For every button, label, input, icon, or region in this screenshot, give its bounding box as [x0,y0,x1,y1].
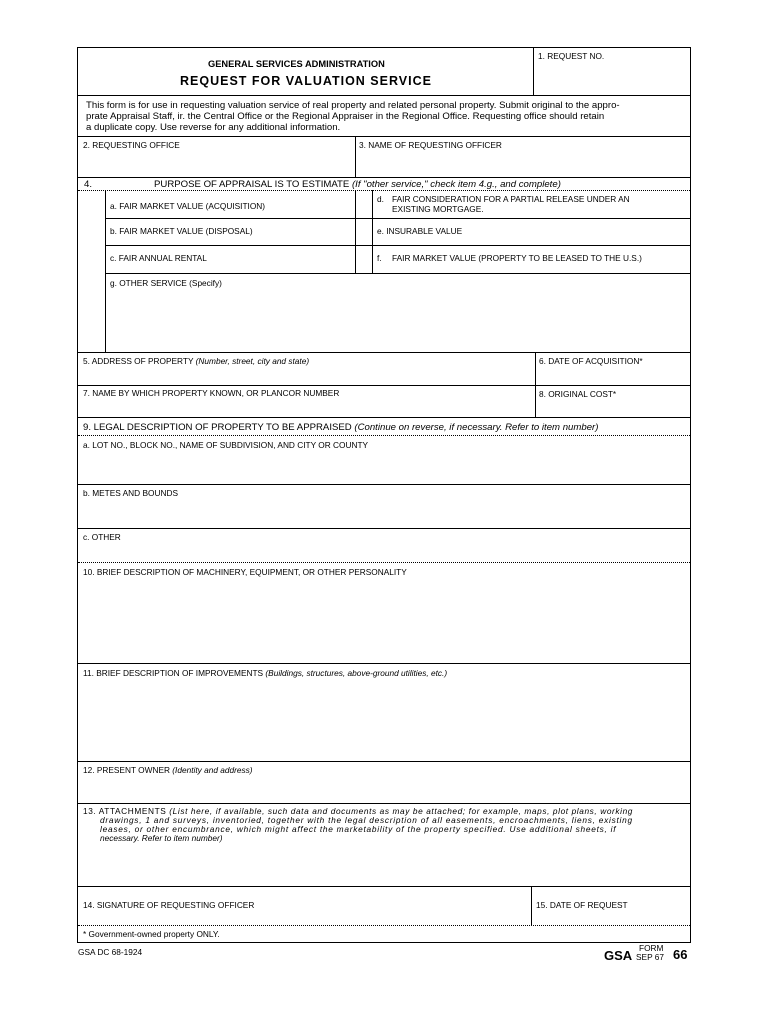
legal-lot-block-field[interactable] [78,436,690,484]
option-d-line2: EXISTING MORTGAGE. [392,204,484,214]
present-owner-field[interactable] [78,762,690,803]
option-f-label: FAIR MARKET VALUE (PROPERTY TO BE LEASED TO THE U.S.) [392,253,642,263]
legal-title-text: 9. LEGAL DESCRIPTION OF PROPERTY TO BE APPRAISED [83,422,352,433]
option-b-label: b. FAIR MARKET VALUE (DISPOSAL) [110,226,253,236]
improvements-description-field[interactable] [78,664,690,761]
original-cost-label: 8. ORIGINAL COST* [539,389,617,399]
option-d-line1: FAIR CONSIDERATION FOR A PARTIAL RELEASE UNDER AN [392,194,630,204]
instruction-line: This form is for use in requesting valuation service of real property and related personal property. Submit original to the appro- [86,100,620,111]
option-a-fair-market-acquisition[interactable] [106,191,355,218]
form-code: GSA DC 68-1924 [78,947,143,957]
attachments-note-2: drawings, 1 and surveys, inventoried, together with the legal description of all easements, encroachments, liens, existing [100,815,633,825]
requesting-officer-label: 3. NAME OF REQUESTING OFFICER [359,140,502,150]
date-of-request-label: 15. DATE OF REQUEST [536,900,628,910]
option-d-letter: d. [377,194,384,204]
form-number: 66 [673,947,688,962]
owner-label-text: 12. PRESENT OWNER [83,765,170,775]
purpose-number: 4. [84,179,93,190]
improvements-note: (Buildings, structures, above-ground utilities, etc.) [265,668,448,678]
instruction-line: prate Appraisal Staff, ir. the Central Office or the Regional Appraiser in the Regional Office. Requesting office should retain [86,111,605,122]
purpose-title-text: PURPOSE OF APPRAISAL IS TO ESTIMATE [154,179,350,190]
requesting-office-label: 2. REQUESTING OFFICE [83,140,180,150]
property-name-field[interactable] [78,386,535,417]
option-g-other-service[interactable] [106,274,690,352]
property-address-label [83,356,309,366]
property-name-label: 7. NAME BY WHICH PROPERTY KNOWN, OR PLANCOR NUMBER [83,388,340,398]
attachments-note-1: (List here, if available, such data and documents as may be attached; for example, maps, plot plans, working [169,806,634,816]
option-g-label: g. OTHER SERVICE (Specify) [110,278,222,288]
legal-metes-bounds-field[interactable] [78,485,690,528]
legal-c-label: c. OTHER [83,532,121,542]
form-title: REQUEST FOR VALUATION SERVICE [180,74,432,88]
option-f-letter: f. [377,253,382,263]
property-address-field[interactable] [78,353,535,385]
present-owner-label [83,765,253,775]
date-of-acquisition-field[interactable] [536,353,690,385]
legal-description-title [83,422,598,434]
form-word: FORM [639,943,664,953]
form-date: SEP 67 [636,952,664,962]
valuation-request-form [77,47,691,943]
option-a-label: a. FAIR MARKET VALUE (ACQUISITION) [110,201,266,211]
option-c-label: c. FAIR ANNUAL RENTAL [110,253,207,263]
government-owned-note: * Government-owned property ONLY. [83,929,220,939]
legal-note: (Continue on reverse, if necessary. Refer to item number) [354,422,599,433]
address-note: (Number, street, city and state) [195,356,310,366]
address-label-text: 5. ADDRESS OF PROPERTY [83,356,194,366]
requesting-officer-field[interactable] [356,137,690,177]
legal-b-label: b. METES AND BOUNDS [83,488,178,498]
machinery-label: 10. BRIEF DESCRIPTION OF MACHINERY, EQUIPMENT, OR OTHER PERSONALITY [83,567,407,577]
attachments-field[interactable] [78,804,690,886]
purpose-note: (If "other service," check item 4.g., and complete) [351,179,561,190]
attachments-note-3: leases, or other encumbrance, which might affect the marketability of the property specified. Use additional sheets, if [100,824,617,834]
date-of-acquisition-label: 6. DATE OF ACQUISITION* [539,356,643,366]
signature-field[interactable] [78,887,531,924]
option-d-partial-release[interactable] [373,191,690,218]
owner-note: (Identity and address) [172,765,253,775]
attachments-note-4: necessary. Refer to item number) [100,833,223,843]
option-e-insurable-value[interactable] [373,219,690,245]
option-e-label: e. INSURABLE VALUE [377,226,463,236]
machinery-description-field[interactable] [78,563,690,663]
instruction-line: a duplicate copy. Use reverse for any additional information. [86,122,341,133]
request-no-label: 1. REQUEST NO. [538,51,605,61]
gsa-mark: GSA [604,948,633,963]
improvements-label [83,668,447,678]
requesting-office-field[interactable] [78,137,355,177]
signature-label: 14. SIGNATURE OF REQUESTING OFFICER [83,900,255,910]
agency-name: GENERAL SERVICES ADMINISTRATION [208,59,385,69]
original-cost-field[interactable] [536,386,690,417]
legal-other-field[interactable] [78,529,690,562]
option-c-fair-annual-rental[interactable] [106,246,355,273]
attachments-label: 13. ATTACHMENTS [83,806,167,816]
date-of-request-field[interactable] [532,887,690,924]
request-no-field[interactable] [534,48,691,95]
improvements-label-text: 11. BRIEF DESCRIPTION OF IMPROVEMENTS [83,668,264,678]
legal-a-label: a. LOT NO., BLOCK NO., NAME OF SUBDIVISION, AND CITY OR COUNTY [83,440,369,450]
option-f-leased-to-us[interactable] [373,246,690,273]
option-b-fair-market-disposal[interactable] [106,219,355,245]
